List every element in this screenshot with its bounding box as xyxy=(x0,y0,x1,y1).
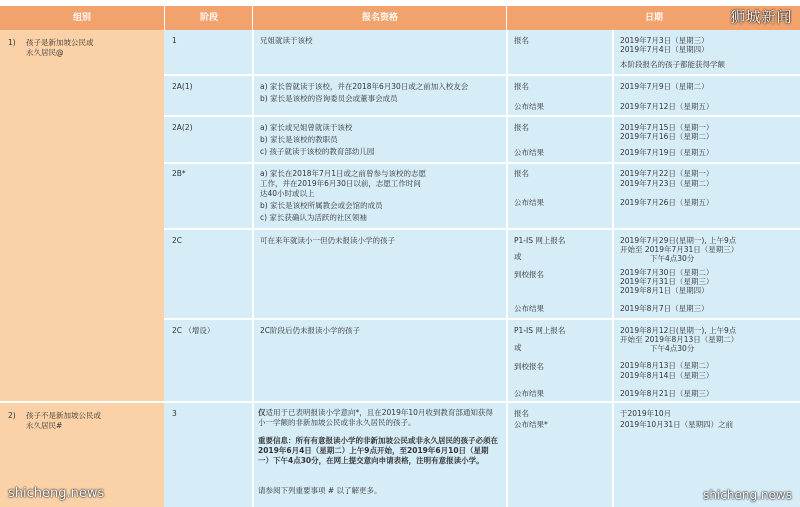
schedule-label: 或 xyxy=(514,343,522,352)
date-text: 2019年7月26日（星期五） xyxy=(620,198,714,207)
date-text: 2019年7月22日（星期一） xyxy=(620,169,714,178)
schedule-label: 公布结果 xyxy=(514,304,544,313)
schedule-label: 到校报名 xyxy=(514,362,544,371)
header-eligibility: 报名资格 xyxy=(361,13,398,23)
date-text: 2019年7月30日（星期二） xyxy=(620,268,714,277)
group-label: 孩子是新加坡公民或 xyxy=(26,38,94,47)
schedule-label: 公布结果 xyxy=(514,389,544,398)
phase-label: 2C （增设） xyxy=(172,326,215,335)
watermark-top: 狮城新闻 xyxy=(729,8,792,26)
date-text: 开始至 2019年8月13日（星期二） xyxy=(620,335,739,344)
eligibility-text: c) 孩子就读于该校的教育部幼儿园 xyxy=(260,147,375,156)
phase-label: 2A(2) xyxy=(172,123,193,132)
schedule-label: 公布结果* xyxy=(514,420,548,429)
table-header xyxy=(0,6,800,30)
date-text: 2019年7月3日（星期三） xyxy=(620,36,709,45)
eligibility-text: 工作，并在2019年6月30日以前，志愿工作时间 xyxy=(260,179,421,188)
phase-label: 2A(1) xyxy=(172,82,193,91)
group-label: 孩子不是新加坡公民或 xyxy=(26,411,101,420)
eligibility-text: 达40小时或以上 xyxy=(260,189,315,198)
date-text: 2019年8月21日（星期三） xyxy=(620,389,714,398)
eligibility-text: 2C阶段后仍未报读小学的孩子 xyxy=(260,326,361,335)
schedule-label: P1-IS 网上报名 xyxy=(514,326,566,335)
eligibility-text: b) 家长是该校所属教会或会馆的成员 xyxy=(260,201,383,210)
date-text: 2019年7月31日（星期三） xyxy=(620,277,714,286)
eligibility-text: 可在来年就读小一但仍未报读小学的孩子 xyxy=(260,236,395,245)
date-text: 2019年7月9日（星期二） xyxy=(620,82,709,91)
date-text: 2019年7月29日(星期一), 上午9点 xyxy=(620,236,737,245)
schedule-label: 报名 xyxy=(514,123,529,132)
schedule-label: 公布结果 xyxy=(514,198,544,207)
header-phase: 阶段 xyxy=(199,13,218,23)
date-text: 2019年7月15日（星期一） xyxy=(620,123,714,132)
header-group: 组别 xyxy=(72,13,91,23)
eligibility-text: b) 家长是该校的咨询委员会或董事会成员 xyxy=(260,94,398,103)
important-notice: 重要信息：所有有意报读小学的非新加坡公民或非永久居民的孩子必须在2019年6月4日（星期二）上午9点开始，至2019年6月10日（星期一）下午4点30分，在网上提交意向申请表格，注明有意报读小学。 xyxy=(258,436,498,465)
schedule-label: 报名 xyxy=(514,36,529,45)
date-text: 下午4点30分 xyxy=(650,344,695,353)
header-date: 日期 xyxy=(644,13,663,23)
phase-label: 2C xyxy=(172,236,183,245)
date-text: 2019年8月1日（星期四） xyxy=(620,286,709,295)
eligibility-text: a) 家长曾就读于该校，并在2018年6月30日或之前加入校友会 xyxy=(260,82,469,91)
schedule-label: 或 xyxy=(514,252,522,261)
notice-lead: 仅 xyxy=(258,408,266,417)
date-text: 2019年7月16日（星期二） xyxy=(620,132,714,141)
date-text: 开始至 2019年7月31日（星期三） xyxy=(620,245,739,254)
eligibility-text: a) 家长在2018年7月1日或之前曾参与该校的志愿 xyxy=(260,169,427,178)
schedule-label: 报名 xyxy=(514,409,529,418)
notice-body: 适用于已表明报读小学意向*，且在2019年10月收到教育部通知获得小一学额的非新加坡公民或非永久居民的孩子。 xyxy=(258,408,493,427)
group-number: 2) xyxy=(8,411,16,420)
schedule-label: 公布结果 xyxy=(514,102,544,111)
phase-label: 1 xyxy=(172,36,177,45)
schedule-label: P1-IS 网上报名 xyxy=(514,236,566,245)
date-text: 2019年10月31日（星期四）之前 xyxy=(620,420,734,429)
date-text: 下午4点30分 xyxy=(650,254,695,263)
eligibility-text: b) 家长是该校的教职员 xyxy=(260,135,338,144)
notice-reference: 请参阅下列重要事项 # 以了解更多。 xyxy=(258,486,382,495)
group-cell-1 xyxy=(0,30,164,401)
date-text: 2019年7月4日（星期四） xyxy=(620,45,709,54)
schedule-label: 报名 xyxy=(514,82,529,91)
group-number: 1) xyxy=(8,38,16,47)
date-text: 2019年7月23日（星期二） xyxy=(620,179,714,188)
eligibility-text: 兄姐就读于该校 xyxy=(260,36,313,45)
schedule-label: 公布结果 xyxy=(514,148,544,157)
date-text: 2019年7月12日（星期五） xyxy=(620,102,714,111)
group-label: 永久居民# xyxy=(26,421,63,430)
watermark-bottom-left: shicheng.news xyxy=(8,486,105,501)
group-label: 永久居民@ xyxy=(26,48,64,57)
schedule-label: 报名 xyxy=(514,169,529,178)
watermark-bottom-right: shicheng.news xyxy=(703,488,792,502)
eligibility-text: c) 家长获确认为活跃的社区领袖 xyxy=(260,213,367,222)
eligibility-text xyxy=(258,408,498,428)
date-text: 于2019年10月 xyxy=(620,409,672,418)
phase-label: 2B* xyxy=(172,169,186,178)
date-text: 2019年8月13日（星期二） xyxy=(620,361,714,370)
date-note: 本阶段报名的孩子都能获得学额 xyxy=(620,60,725,69)
date-text: 2019年8月14日（星期三） xyxy=(620,371,714,380)
eligibility-text: a) 家长或兄姐曾就读于该校 xyxy=(260,123,353,132)
date-text: 2019年8月7日（星期三） xyxy=(620,304,709,313)
date-text: 2019年8月12日(星期一), 上午9点 xyxy=(620,326,737,335)
schedule-label: 到校报名 xyxy=(514,270,544,279)
date-text: 2019年7月19日（星期五） xyxy=(620,148,714,157)
phase-label: 3 xyxy=(172,409,177,418)
